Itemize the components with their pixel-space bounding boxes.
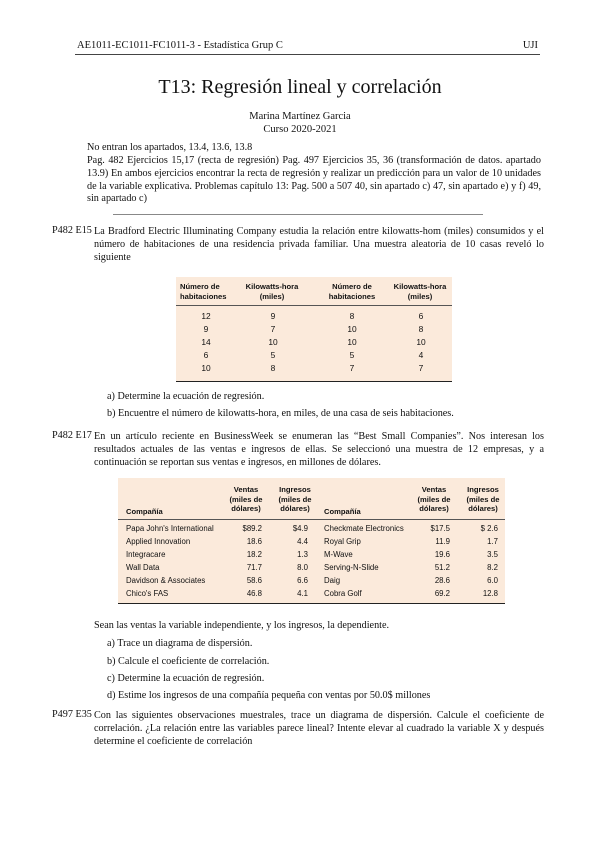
table-cell: Davidson & Associates: [126, 576, 206, 585]
list-item: a) Determine la ecuación de regresión.: [107, 391, 265, 402]
table-cell: 10: [416, 337, 426, 347]
table-cell: 10: [201, 363, 211, 373]
intro-paragraph: Pag. 482 Ejercicios 15,17 (recta de regresión) Pag. 497 Ejercicios 35, 36 (transformación de datos. apartado 13.9) En ambos ejercicios encontrar la recta de regresión y realizar un predicción para un valor de 10 unidades de la variable explicativa. Problemas capítulo 13: Pag. 500 a 507 40, sin apartado c) 47, sin apartado e) y f) 49, sin apartado c): [87, 155, 541, 205]
table-cell: 51.2: [434, 563, 450, 572]
table-cell: 9: [203, 324, 209, 334]
table-cell: 6: [203, 350, 209, 360]
table-cell: 11.9: [435, 537, 450, 546]
exercise-text-e17: En un artículo reciente en BusinessWeek se enumeran las “Best Small Companies”. Nos interesan los resultados actuales de las ventas e ingresos de ellas. Se seleccionó una muestra de 12 empresas, y a continuación se reportan sus ventas e ingresos, en millones de dólares.: [94, 431, 544, 468]
running-header-course: AE1011-EC1011-FC1011-3 - Estadística Grup C: [77, 40, 283, 51]
table-cell: 7: [349, 363, 355, 373]
table-cell: 69.2: [434, 589, 450, 598]
table-cell: 8.2: [487, 563, 498, 572]
table-cell: 6.6: [297, 576, 308, 585]
exercise-text-e35: Con las siguientes observaciones muestrales, trace un diagrama de dispersión. Calcule el coeficiente de correlación. ¿La relación entre las variables parece lineal? Intente elevar al cuadrado la variable X y después determine el coeficiente de correlación: [94, 710, 544, 747]
table-companies: [118, 478, 505, 604]
table-cell: Daig: [324, 576, 341, 585]
table-cell: 18.6: [246, 537, 262, 546]
table-cell: 10: [347, 337, 357, 347]
table-cell: 58.6: [246, 576, 262, 585]
table-header: Número de habitaciones: [180, 282, 227, 301]
list-item: d) Estime los ingresos de una compañía pequeña con ventas por 50.0$ millones: [107, 690, 431, 701]
table-cell: 1.7: [487, 537, 498, 546]
list-item: a) Trace un diagrama de dispersión.: [107, 638, 253, 649]
header-rule: [75, 54, 540, 55]
list-item: c) Determine la ecuación de regresión.: [107, 673, 265, 684]
table-kilowatts: [176, 277, 452, 382]
table-cell: Wall Data: [126, 563, 160, 572]
table-cell: 6: [418, 311, 424, 321]
exercise-label-e17: P482 E17: [52, 430, 92, 441]
table-cell: 1.3: [297, 550, 308, 559]
table-cell: 12.8: [482, 589, 498, 598]
table-cell: 10: [268, 337, 278, 347]
table-cell: 8: [270, 363, 276, 373]
table-cell: Papa John's International: [126, 524, 214, 533]
intro-line-1: No entran los apartados, 13.4, 13.6, 13.8: [87, 142, 253, 153]
table-cell: 7: [270, 324, 276, 334]
exercise-text-e15: La Bradford Electric Illuminating Company estudia la relación entre kilowatts-hom (miles) consumidos y el número de habitaciones de una residencia privada familiar. Una muestra aleatoria de 10 casas reveló lo siguiente: [94, 226, 544, 263]
table-cell: 7: [418, 363, 424, 373]
table-cell: $17.5: [430, 524, 450, 533]
author: Marina Martínez Garcia: [249, 111, 351, 122]
table-header: Número de habitaciones: [328, 282, 376, 301]
table-header: Compañía: [324, 507, 361, 516]
list-item: b) Calcule el coeficiente de correlación.: [107, 656, 270, 667]
running-header-institution: UJI: [522, 40, 538, 51]
table-header-rule: [118, 519, 505, 520]
table-cell: 9: [270, 311, 276, 321]
table-header: Ventas (miles de dólares): [229, 485, 263, 513]
table-header: Ingresos (miles de dólares): [466, 485, 500, 513]
table-cell: 5: [349, 350, 355, 360]
table-cell: 4.4: [297, 537, 308, 546]
table-cell: 6.0: [487, 576, 498, 585]
exercise-note-e17: Sean las ventas la variable independiente, y los ingresos, la dependiente.: [94, 620, 390, 631]
table-cell: 28.6: [434, 576, 450, 585]
page-title: T13: Regresión lineal y correlación: [158, 76, 442, 98]
table-cell: Cobra Golf: [324, 589, 362, 598]
table-cell: 5: [270, 350, 276, 360]
table-cell: 71.7: [246, 563, 262, 572]
table-cell: Serving-N-Slide: [324, 563, 379, 572]
table-cell: 4.1: [297, 589, 308, 598]
table-cell: Integracare: [126, 550, 166, 559]
exercise-label-e35: P497 E35: [52, 709, 92, 720]
table-header: Kilowatts-hora (miles): [245, 282, 299, 301]
table-cell: 10: [347, 324, 357, 334]
table-header-rule: [176, 305, 452, 306]
course-year: Curso 2020-2021: [263, 124, 337, 135]
table-cell: 8.0: [297, 563, 308, 572]
table-cell: $4.9: [292, 524, 308, 533]
table-cell: M-Wave: [324, 550, 353, 559]
table-cell: 12: [201, 311, 211, 321]
table-cell: 4: [418, 350, 424, 360]
table-header: Ingresos (miles de dólares): [278, 485, 312, 513]
table-cell: 3.5: [487, 550, 498, 559]
table-cell: $ 2.6: [480, 524, 498, 533]
table-cell: 19.6: [434, 550, 450, 559]
table-cell: $89.2: [242, 524, 262, 533]
table-cell: Chico's FAS: [126, 589, 169, 598]
section-separator: [113, 214, 483, 215]
table-cell: Royal Grip: [324, 537, 361, 546]
table-header: Ventas (miles de dólares): [417, 485, 451, 513]
table-cell: 14: [201, 337, 211, 347]
table-cell: 46.8: [246, 589, 262, 598]
table-header: Kilowatts-hora (miles): [393, 282, 447, 301]
table-cell: 8: [349, 311, 355, 321]
exercise-label-e15: P482 E15: [52, 225, 92, 236]
table-cell: Checkmate Electronics: [324, 524, 404, 533]
table-cell: 18.2: [246, 550, 262, 559]
table-cell: Applied Innovation: [126, 537, 191, 546]
table-header: Compañía: [126, 507, 163, 516]
table-cell: 8: [418, 324, 424, 334]
list-item: b) Encuentre el número de kilowatts-hora, en miles, de una casa de seis habitaciones.: [107, 408, 454, 419]
